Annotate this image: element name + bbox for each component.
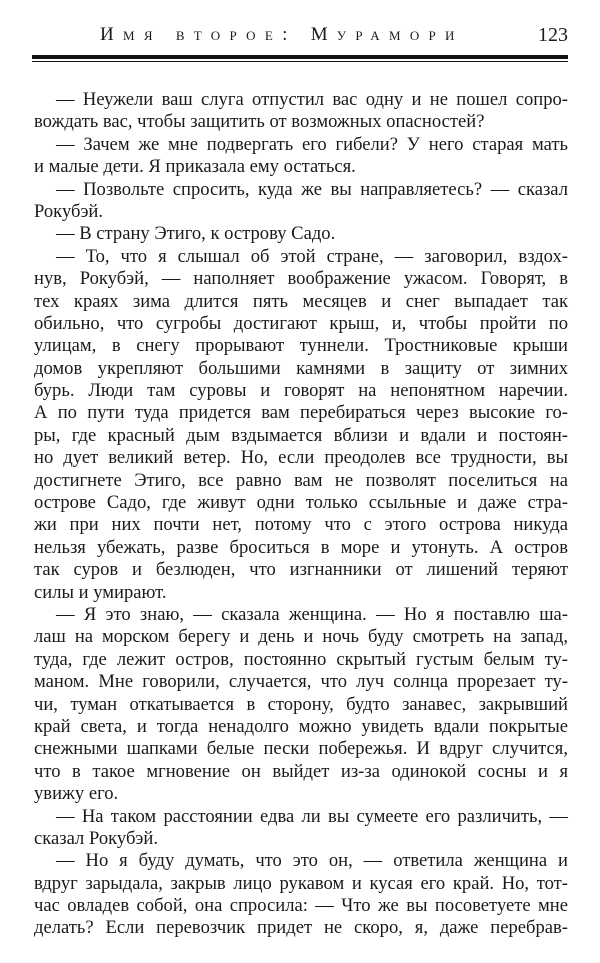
text-line: снежными шапками белые пески побережья. И вдруг случится, <box>34 738 568 760</box>
text-line: делать? Если перевозчик придет не скоро, я, даже перебрав- <box>34 917 568 939</box>
text-line: домов укрепляют большими камнями в защиту от зимних <box>34 357 568 379</box>
text-line: и малые дети. Я приказала ему остаться. <box>34 156 356 178</box>
paragraph <box>34 179 568 224</box>
text-line: нув, Рокубэй, — наполняет воображение ужасом. Говорят, в <box>34 268 568 290</box>
text-line: чи, туман откатывается в сторону, будто занавес, закрывший <box>34 693 568 715</box>
text-line: тех краях зима длится пять месяцев и снег выпадает так <box>34 290 568 312</box>
text-line: — Неужели ваш слуга отпустил вас одну и не пошел сопро- <box>56 89 568 110</box>
text-line: бурь. Люди там суровы и говорят на непонятном наречии. <box>34 380 568 402</box>
text-line: сказал Рокубэй. <box>34 827 158 849</box>
text-line: острове Садо, где живут одни только ссыльные и даже стра- <box>34 492 568 514</box>
text-line: край света, и тогда ненадолго можно увидеть вдали покрытые <box>34 715 568 737</box>
text-line: час овладев собой, она спросила: — Что же вы посоветуете мне <box>34 895 568 917</box>
text-line: — Я это знаю, — сказала женщина. — Но я поставлю ша- <box>56 603 568 625</box>
paragraph <box>34 246 568 604</box>
text-line: лаш на морском берегу и день и ночь буду смотреть на запад, <box>34 626 568 648</box>
text-line: — Зачем же мне подвергать его гибели? У него старая мать <box>56 133 568 155</box>
text-line: — Позвольте спросить, куда же вы направляетесь? — сказал <box>56 178 568 200</box>
text-line: увижу его. <box>34 783 119 805</box>
text-line: туда, где лежит остров, постоянно скрытый густым белым ту- <box>34 648 568 670</box>
text-line: — То, что я слышал об этой стране, — заговорил, вздох- <box>56 245 568 267</box>
text-line: маном. Мне говорили, случается, что луч солнца прорезает ту- <box>34 671 568 693</box>
text-line: обильно, что сугробы достигают крыш, и, чтобы пройти по <box>34 312 568 334</box>
running-title: Имя второе: Мурамори <box>100 24 464 45</box>
text-line: вдруг зарыдала, закрыв лицо рукавом и кусая его край. Но, тот- <box>34 872 568 894</box>
text-line: жи при них почти нет, потому что с этого острова никуда <box>34 514 568 536</box>
text-line: — На таком расстоянии едва ли вы сумеете его различить, — <box>56 805 568 827</box>
paragraph <box>34 850 568 940</box>
text-line: так суров и безлюден, что изгнанники от лишений теряют <box>34 559 568 581</box>
paragraph <box>34 806 568 851</box>
text-line: нельзя убежать, разве броситься в море и утонуть. А остров <box>34 536 568 558</box>
text-line: что в такое мгновение он выйдет из-за одинокой сосны и я <box>34 760 568 782</box>
running-header <box>32 22 568 48</box>
body-text <box>34 89 568 940</box>
text-line: Рокубэй. <box>34 200 104 222</box>
text-line: достигнете Этиго, все равно вам не позволят поселиться на <box>34 469 568 491</box>
paragraph <box>34 604 568 806</box>
text-line: — В страну Этиго, к острову Садо. <box>56 223 336 245</box>
text-line: ры, где красный дым вздымается вблизи и вдали и постоян- <box>34 424 568 446</box>
header-rule-thick <box>32 55 568 59</box>
paragraph <box>34 134 568 179</box>
text-line: — Но я буду думать, что это он, — ответила женщина и <box>56 850 568 872</box>
page-number: 123 <box>538 24 568 46</box>
text-line: вождать вас, чтобы защитить от возможных опасностей? <box>34 111 485 133</box>
paragraph <box>34 223 568 245</box>
text-line: А по пути туда придется вам перебираться через высокие го- <box>34 402 568 424</box>
text-line: но дует великий ветер. Но, если преодолев все трудности, вы <box>34 447 568 469</box>
paragraph <box>34 89 568 134</box>
text-line: силы и умирают. <box>34 581 167 603</box>
header-rule-thin <box>32 61 568 62</box>
text-line: улицам, в снегу прорывают туннели. Тростниковые крыши <box>34 335 568 357</box>
